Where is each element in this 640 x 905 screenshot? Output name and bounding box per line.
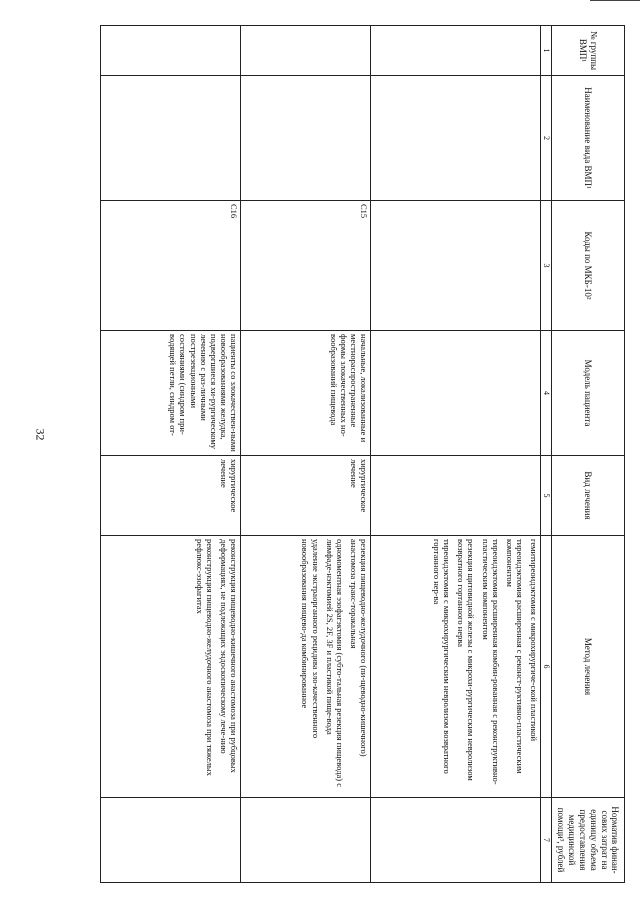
- column-number: 1: [541, 26, 552, 76]
- method-item: реконструкция пищеводно-кишечного анастомоза при рубцовых деформациях, не подлежащих эндоскопическому лече-нию: [219, 539, 240, 773]
- method-item: резекция пищеводно-желудочного (пи-щеводно-кишечного) анастомоза транс-торакальная: [349, 539, 370, 757]
- cost-cell: [241, 798, 371, 883]
- patient-model-cell: начальные, локализованные и местнораспространенные формы злокачественных но-вообразований пищевода: [241, 331, 371, 456]
- treatment-method-cell: [371, 536, 541, 798]
- treatment-method-cell: [101, 536, 241, 798]
- header-cell: Вид лечения: [552, 456, 625, 536]
- column-number: 6: [541, 536, 552, 798]
- cost-cell: [371, 798, 541, 883]
- method-item: тиреоидэктомия расширенная комбин-рованная с реконструктивно-пластическим компонентом: [480, 539, 501, 785]
- rotated-table-container: [90, 25, 625, 882]
- header-row: [552, 26, 625, 883]
- cost-cell: [101, 798, 241, 883]
- vmp-name-cell: [371, 76, 541, 201]
- table-row: [101, 26, 241, 883]
- icd-code-cell: С16: [101, 201, 241, 331]
- table-row: [371, 26, 541, 883]
- page-edge-line: [590, 0, 640, 1]
- method-item: тиреоидэктомия с микрохирургическим невролизом возвратного гортанного нер-ва: [431, 539, 453, 774]
- patient-model-cell: [371, 331, 541, 456]
- group-cell: [241, 26, 371, 76]
- column-number: 2: [541, 76, 552, 201]
- method-item: тиреоидэктомия расширенная с реконст-руктивно-пластическим компонентом: [505, 539, 526, 774]
- icd-code-cell: С15: [241, 201, 371, 331]
- treatment-type-cell: хирургическое лечение: [101, 456, 241, 536]
- method-item: удаление экстраорганного рецидива зло-качественного новообразования пищево-да комбинированное: [300, 539, 321, 739]
- treatment-type-cell: хирургическое лечение: [241, 456, 371, 536]
- group-cell: [371, 26, 541, 76]
- header-cell: Коды по МКБ-10²: [552, 201, 625, 331]
- header-cell: Метод лечения: [552, 536, 625, 798]
- vmp-name-cell: [101, 76, 241, 201]
- group-cell: [101, 26, 241, 76]
- treatment-type-cell: [371, 456, 541, 536]
- method-item: гемитиреоидэктомия с микрохирургиче-ской пластикой: [529, 539, 540, 742]
- column-number: 3: [541, 201, 552, 331]
- header-cell: № группы ВМП¹: [552, 26, 625, 76]
- column-number: 7: [541, 798, 552, 883]
- patient-model-cell: пациенты со злокачествен-ными новообразованиями желудка, подвергшиеся хи-рургическому лечению с раз-личными пострезекционными состояниями (синдром при-водящей петли, синдром от-: [101, 331, 241, 456]
- header-cell: Модель пациента: [552, 331, 625, 456]
- header-cell: Норматив финан-сових затрат на единицу объема предоставления медицинской помощи³, рублей: [552, 798, 625, 883]
- vmp-table: [100, 25, 625, 883]
- method-item: реконструкция пищеводно-желудочного анастомоза при тяжелых рефлюкс-эзофагитах: [194, 539, 216, 776]
- page-number: 32: [33, 428, 48, 441]
- column-number-row: [541, 26, 552, 883]
- vmp-name-cell: [241, 76, 371, 201]
- method-item: резекция щитовидной железы с микрохи-рургическим невролизом возвратного гортанного нерва: [456, 539, 477, 781]
- column-number: 5: [541, 456, 552, 536]
- treatment-method-cell: [241, 536, 371, 798]
- header-cell: Наименование вида ВМП¹: [552, 76, 625, 201]
- method-item: одномоментная эзофагэктомия (субто-тальная резекция пищевода) с лимфаде-нэктомией 2S, 2F, 3F и пластикой пище-вода: [324, 539, 346, 787]
- icd-code-cell: [371, 201, 541, 331]
- table-row: [241, 26, 371, 883]
- column-number: 4: [541, 331, 552, 456]
